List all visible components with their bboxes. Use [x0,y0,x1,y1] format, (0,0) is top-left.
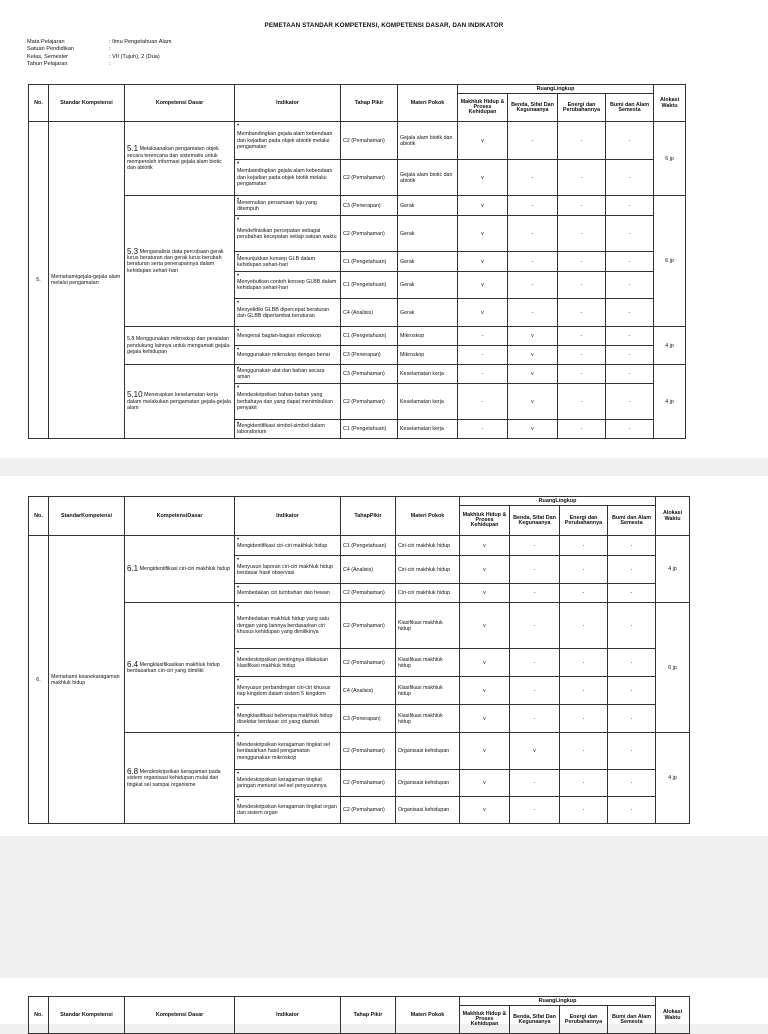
indicator: • Membedakan ciri tumbuhan dan hewan [235,584,341,603]
rl-mark: - [510,603,560,649]
meta-row [27,46,172,53]
sk-number: 6. [29,536,49,824]
rl-mark: - [558,160,606,196]
rl-mark: - [510,536,560,556]
header-rl-makhluk: Makhluk Hidup & Proses Kehidupan [458,94,508,122]
meta-value: : VII (Tujuh), 2 (Dua) [109,53,160,60]
header-kd: Kompetensi Dasar [125,997,235,1034]
materi-pokok: Gejala alam biotik dan abiotik [398,122,458,160]
materi-pokok: Mikroskop [398,327,458,346]
header-indikator: Indikator [235,85,341,122]
header-rl-makhluk: Makhluk Hidup & Proses Kehidupan [460,1006,510,1034]
kd-text: Mengidentifikasi ciri-ciri makhluk hidup [139,566,230,573]
header-sk: Standar Kompetensi [49,997,125,1034]
header-no: No. [29,85,49,122]
kd-number: 5.10 [127,390,143,400]
kd-cell [125,733,235,824]
tahap-pikir: C4 (Analisis) [341,299,398,327]
alokasi-waktu: 4 jp [656,733,690,824]
indicator: • Mengidentifikasi ciri-ciri makhluk hidup [235,536,341,556]
meta-key: Kelas, Semester [27,53,69,60]
header-waktu: Alokasi Waktu [654,85,686,122]
header-waktu: Alokasi Waktu [656,497,690,536]
materi-pokok: Organisasi kehidupan [396,770,460,797]
kd-text: Menganalisis data percobaan gerak lurus beraturan dan gerak lurus berubah beraturan serta penerapannya dalam kehidupan sehari-hari [127,248,224,274]
rl-mark: - [560,649,608,677]
materi-pokok: Mikroskop [398,346,458,365]
rl-mark: - [606,384,654,420]
kd-cell [125,536,235,603]
kd-text: Mendeskripsikan keragaman pada sistem organisasi kehidupan mulai dari tingkat sel sampai organisme [127,768,221,788]
meta-value: : Ilmu Pengetahuan Alam [109,39,172,45]
kd-number: 6.4 [127,659,139,669]
rl-mark: - [608,584,656,603]
kd-number: 5.8 [127,336,135,343]
rl-mark: - [560,556,608,584]
rl-mark: - [508,160,558,196]
rl-mark: v [460,536,510,556]
rl-mark: - [458,327,508,346]
header-rl-bumi: Bumi dan Alam Semesta [608,1006,656,1034]
rl-mark: v [458,252,508,272]
rl-mark: v [460,556,510,584]
kd-cell [125,603,235,733]
table-row [29,196,686,216]
rl-mark: - [510,797,560,824]
rl-mark: - [606,122,654,160]
header-no: No. [29,497,49,536]
tahap-pikir: C2 (Pemahaman) [341,603,396,649]
tahap-pikir: C2 (Pemahaman) [341,384,398,420]
tahap-pikir: C1 (Pengetahuan) [341,252,398,272]
mapping-table-sk6 [28,496,690,824]
rl-mark: - [510,649,560,677]
document-page-2 [0,476,768,836]
tahap-pikir: C1 (Pengetahuan) [341,420,398,439]
tahap-pikir: C2 (Pemahaman) [341,797,396,824]
materi-pokok: Gerak [398,272,458,299]
rl-mark: - [510,677,560,705]
header-ruang-lingkup: RuangLingkup [460,997,656,1006]
rl-mark: - [560,770,608,797]
materi-pokok: Gejala alam biotic dan abiotik [398,160,458,196]
meta-row [27,39,172,46]
rl-mark: - [508,299,558,327]
header-no: No. [29,997,49,1034]
rl-mark: v [508,327,558,346]
sk-text: Memahami keanekaragaman makhluk hidup [49,536,125,824]
indicator: • Mendeskripsikan keragaman tingkat jaringan menurut sel-sel penyusunnya [235,770,341,797]
alokasi-waktu: 6 jp [656,603,690,733]
tahap-pikir: C4 (Analisis) [341,556,396,584]
materi-pokok: Klasifikasi makhluk hidup [396,603,460,649]
indicator: • Mengidentifikasi simbol-simbol dalam laboratorium [235,420,341,439]
rl-mark: - [560,733,608,770]
rl-mark: - [608,733,656,770]
rl-mark: v [460,705,510,733]
rl-mark: - [606,216,654,252]
rl-mark: - [558,252,606,272]
rl-mark: - [508,272,558,299]
indicator: • Mendeskripsikan keragaman tingkat sel berdasarkan hasil pengamatan menggunakan mikroskop [235,733,341,770]
materi-pokok: Gerak [398,196,458,216]
header-tahap: TahapPikir [341,497,396,536]
header-rl-bumi: Bumi dan Alam Semesta [606,94,654,122]
meta-value: : [109,61,111,68]
rl-mark: - [558,346,606,365]
rl-mark: - [606,160,654,196]
document-page-1 [0,0,768,458]
tahap-pikir: C2 (Pemahaman) [341,770,396,797]
rl-mark: - [606,272,654,299]
rl-mark: - [606,252,654,272]
materi-pokok: Gerak [398,216,458,252]
kd-cell [125,122,235,196]
tahap-pikir: C1 (Pengetahuan) [341,536,396,556]
kd-text: Menerapkan keselamatan kerja dalam melakukan pengamatan gejala-gejala alam [127,392,231,412]
indicator: • Menggunakan mikroskop dengan benar [235,346,341,365]
header-materi: Materi Pokok [396,997,460,1034]
tahap-pikir: C2 (Pemahaman) [341,649,396,677]
document-title: PEMETAAN STANDAR KOMPETENSI, KOMPETENSI DASAR, DAN INDIKATOR [264,22,504,29]
header-rl-energi: Energi dan Perubahannya [560,506,608,536]
kd-text: Menggunakan mikroskop dan peralatan pendukung lainnya untuk mengamati gejala-gejala kehidupan [127,336,231,356]
header-ruang-lingkup: RuangLingkup [460,497,656,506]
rl-mark: - [508,122,558,160]
rl-mark: v [460,677,510,705]
kd-number: 5.3 [127,246,139,256]
rl-mark: - [458,346,508,365]
header-rl-benda: Benda, Sifat Dan Kegunaanya [510,1006,560,1034]
indicator: • Menunjukkan konsep GLB dalam kehidupan sehari-hari [235,252,341,272]
header-ruang-lingkup: RuangLingkup [458,85,654,94]
indicator: • Membandingkan gejala alam kebendaan dan kejadian pada objek biotik melalui pengamatan [235,160,341,196]
rl-mark: - [608,677,656,705]
rl-mark: - [560,603,608,649]
sk-text: Memahamigejala-gejala alam melalui pengamatan [49,122,125,439]
rl-mark: - [558,122,606,160]
rl-mark: - [458,365,508,384]
rl-mark: - [606,420,654,439]
document-page-3 [0,978,768,1028]
rl-mark: v [460,649,510,677]
rl-mark: - [510,770,560,797]
rl-mark: - [606,196,654,216]
rl-mark: - [608,705,656,733]
header-waktu: Alokasi Waktu [656,997,690,1034]
rl-mark: - [508,196,558,216]
alokasi-waktu: 6 jp [654,122,686,196]
rl-mark: v [508,384,558,420]
rl-mark: v [458,196,508,216]
rl-mark: - [606,327,654,346]
rl-mark: - [608,556,656,584]
indicator: • Mengklasifikasi beberapa makhluk hidup disekitar berdasar ciri yang diamati [235,705,341,733]
rl-mark: - [608,649,656,677]
rl-mark: - [510,584,560,603]
rl-mark: v [458,272,508,299]
rl-mark: - [560,677,608,705]
rl-mark: - [558,216,606,252]
materi-pokok: Ciri-ciri makhluk hidup [396,584,460,603]
kd-cell [125,365,235,439]
rl-mark: - [508,252,558,272]
rl-mark: v [510,733,560,770]
rl-mark: v [460,770,510,797]
rl-mark: - [558,384,606,420]
rl-mark: - [560,705,608,733]
sk-number: 5. [29,122,49,439]
table-row [29,365,686,384]
materi-pokok: Gerak [398,252,458,272]
tahap-pikir: C4 (Analisis) [341,677,396,705]
header-indikator: Indikator [235,497,341,536]
rl-mark: - [560,536,608,556]
materi-pokok: Klasifikasi makhluk hidup [396,649,460,677]
rl-mark: v [460,797,510,824]
indicator: • Mendefinisikan percepatan sebagai perubahan kecepatan setiap satuan waktu [235,216,341,252]
indicator: • Membedakan makhluk hidup yang satu dengan yang lainnya berdasarkan ciri khusus kehidupan yang dimilikinya [235,603,341,649]
materi-pokok: Klasifikasi makhluk hidup [396,705,460,733]
meta-key: Mata Pelajaran [27,39,65,45]
rl-mark: - [558,196,606,216]
indicator: • Menemukan persamaan laju yang ditempuh [235,196,341,216]
rl-mark: - [510,556,560,584]
header-rl-makhluk: Makhluk Hidup & Proses Kehidupan [460,506,510,536]
header-sk: Standar Kompetensi [49,85,125,122]
rl-mark: - [458,420,508,439]
rl-mark: v [508,346,558,365]
rl-mark: - [458,384,508,420]
indicator: • Mengenal bagian-bagian mikroskop [235,327,341,346]
rl-mark: - [558,299,606,327]
table-row [29,733,690,770]
kd-text: Mengklasifikasikan makhluk hidup berdasarkan ciri-ciri yang dimiliki [127,661,220,674]
indicator: • Menyusun perbandingan ciri-ciri khusus tiap kingdom dalam sistem 5 kingdom [235,677,341,705]
header-sk: StandarKompetensi [49,497,125,536]
materi-pokok: Keselamatan kerja [398,365,458,384]
rl-mark: v [460,733,510,770]
tahap-pikir: C1 (Pengetahuan) [341,327,398,346]
tahap-pikir: C2 (Pemahaman) [341,584,396,603]
header-rl-bumi: Bumi dan Alam Semesta [608,506,656,536]
mapping-table-sk5 [28,84,686,439]
alokasi-waktu: 4 jp [654,365,686,439]
rl-mark: - [558,327,606,346]
rl-mark: - [508,216,558,252]
kd-text: Melaksanakan pengamatan objek secara terencana dan sistematis untuk memperoleh informasi gejala alam biotic dan abiotik [127,146,222,172]
kd-cell [125,327,235,365]
mapping-table-next [28,996,690,1034]
header-rl-benda: Benda, Sifat Dan Kegunaanya [510,506,560,536]
header-kd: KompetensiDasar [125,497,235,536]
materi-pokok: Keselamatan kerja [398,384,458,420]
tahap-pikir: C3 (Penerapan) [341,705,396,733]
tahap-pikir: C3 (Penerapan) [341,196,398,216]
kd-cell [125,196,235,327]
table-row [29,122,686,160]
rl-mark: - [558,272,606,299]
rl-mark: v [508,365,558,384]
kd-number: 5.1 [127,144,139,154]
rl-mark: - [510,705,560,733]
rl-mark: - [608,603,656,649]
tahap-pikir: C2 (Pemahaman) [341,733,396,770]
kd-number: 6.8 [127,766,139,776]
header-materi: Materi Pokok [398,85,458,122]
kd-number: 6.1 [127,564,139,574]
table-row [29,603,690,649]
materi-pokok: Ciri-ciri makhluk hidup [396,536,460,556]
header-tahap: Tahap Pikir [341,85,398,122]
indicator: • Mendeskripsikan bahan-bahan yang berbahaya dan yang dapat menimbulkan penyakit [235,384,341,420]
header-indikator: Indikator [235,997,341,1034]
header-rl-energi: Energi dan Perubahannya [558,94,606,122]
rl-mark: - [608,770,656,797]
rl-mark: - [606,365,654,384]
rl-mark: v [508,420,558,439]
materi-pokok: Organisasi kehidupan [396,797,460,824]
rl-mark: - [560,584,608,603]
materi-pokok: Ciri-ciri makhluk hidup [396,556,460,584]
materi-pokok: Organisasi kehidupan [396,733,460,770]
alokasi-waktu: 4 jp [654,327,686,365]
indicator: • Mendeskripsikan pentingnya dilakukan klasifikasi makhluk hidup [235,649,341,677]
tahap-pikir: C2 (Pemahaman) [341,160,398,196]
rl-mark: - [558,365,606,384]
rl-mark: v [458,160,508,196]
materi-pokok: Keselamatan kerja [398,420,458,439]
rl-mark: - [558,420,606,439]
tahap-pikir: C3 (Pemahaman) [341,365,398,384]
materi-pokok: Klasifikasi makhluk hidup [396,677,460,705]
tahap-pikir: C2 (Pemahaman) [341,122,398,160]
tahap-pikir: C3 (Penerapan) [341,346,398,365]
rl-mark: v [460,584,510,603]
tahap-pikir: C2 (Pemahaman) [341,216,398,252]
indicator: • Menggunakan alat dan bahan secara aman [235,365,341,384]
rl-mark: v [458,122,508,160]
document-meta [27,39,172,69]
indicator: • Membandingkan gejala alam kebendaan dan kejadian pada objek abiotik melalui pengamatan [235,122,341,160]
meta-row [27,54,172,61]
header-kd: Kompetensi Dasar [125,85,235,122]
indicator: • Menyelidiki GLBB dipercepat beraturan dan GLBB diperlambat beraturan [235,299,341,327]
table-row [29,327,686,346]
table-row [29,536,690,556]
alokasi-waktu: 4 jp [656,536,690,603]
header-rl-energi: Energi dan Perubahannya [560,1006,608,1034]
rl-mark: - [606,346,654,365]
header-tahap: Tahap Pikir [341,997,396,1034]
header-materi: Materi Pokok [396,497,460,536]
rl-mark: v [460,603,510,649]
rl-mark: - [608,536,656,556]
indicator: • Menyebutkan contoh konsep GLBB dalam kehidupan sehari-hari [235,272,341,299]
meta-row [27,61,172,68]
rl-mark: - [608,797,656,824]
rl-mark: v [458,299,508,327]
meta-key: Satuan Pendidikan [27,46,74,53]
rl-mark: - [606,299,654,327]
alokasi-waktu: 6 jp [654,196,686,327]
rl-mark: v [458,216,508,252]
rl-mark: - [560,797,608,824]
tahap-pikir: C1 (Pengetahuan) [341,272,398,299]
meta-value: : [109,46,111,53]
header-rl-benda: Benda, Sifat Dan Kegunaanya [508,94,558,122]
meta-key: Tahun Pelajaran [27,61,68,68]
materi-pokok: Gerak [398,299,458,327]
indicator: • Mendeskripsikan keragaman tingkat organ dan sistem organ [235,797,341,824]
indicator: • Menyusun laporan ciri-ciri makhluk hidup berdasar hasil observasi [235,556,341,584]
